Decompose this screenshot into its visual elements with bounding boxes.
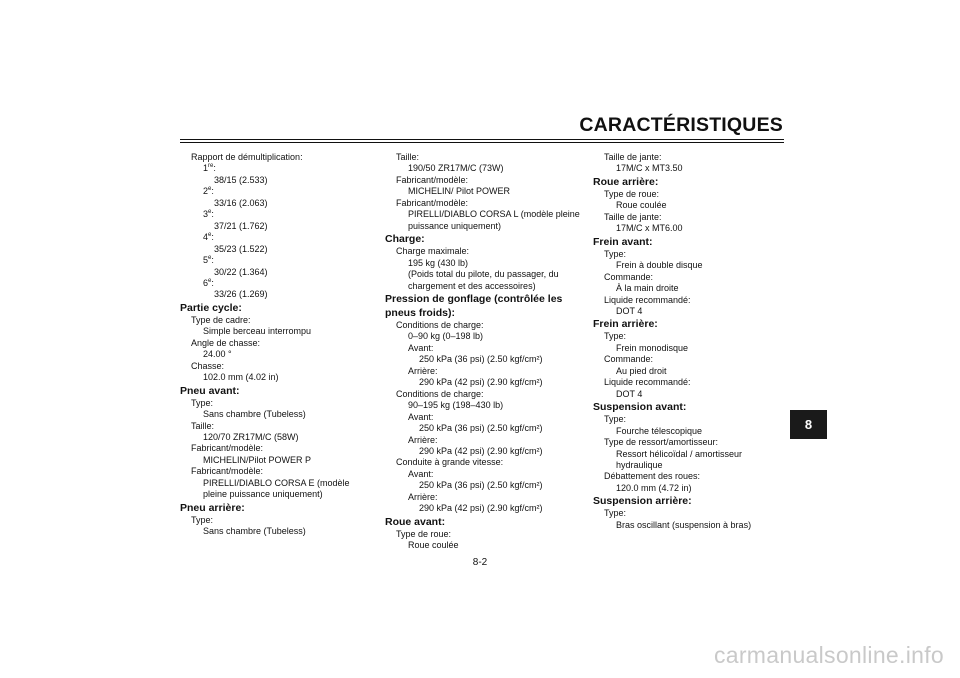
- cond3-rear-value: 290 kPa (42 psi) (2.90 kgf/cm²): [419, 503, 543, 514]
- front-susp-travel-label: Débattement des roues:: [604, 471, 701, 482]
- gear-6-label: 6e:: [203, 277, 214, 288]
- column-3: [593, 152, 788, 531]
- rear-brake-op-value: Au pied droit: [616, 365, 667, 376]
- cond3-front-label: Avant:: [408, 468, 434, 479]
- column-2: [385, 152, 590, 552]
- rear-tire-heading: Pneu arrière:: [180, 501, 245, 514]
- load-note-2: chargement et des accessoires): [408, 280, 536, 291]
- rear-tire-size-label: Taille:: [396, 152, 420, 162]
- load-note-1: (Poids total du pilote, du passager, du: [408, 269, 559, 280]
- rear-tire-type-label: Type:: [191, 514, 214, 525]
- front-tire-maker2-label: Fabricant/modèle:: [191, 466, 264, 477]
- rear-wheel-heading: Roue arrière:: [593, 175, 659, 188]
- gear-1-label: 1re:: [203, 163, 216, 174]
- gear-6-value: 33/26 (1.269): [214, 289, 268, 300]
- front-tire-maker1-value: MICHELIN/Pilot POWER P: [203, 454, 312, 465]
- front-susp-type-label: Type:: [604, 414, 627, 425]
- cond3-rear-label: Arrière:: [408, 491, 438, 502]
- rear-suspension-heading: Suspension arrière:: [593, 495, 692, 508]
- max-load-value: 195 kg (430 lb): [408, 257, 469, 268]
- front-tire-size-value: 120/70 ZR17M/C (58W): [203, 431, 299, 442]
- trail-label: Chasse:: [191, 360, 225, 371]
- load-heading: Charge:: [385, 233, 425, 246]
- trail-value: 102.0 mm (4.02 in): [203, 372, 279, 383]
- rear-wheel-type-label: Type de roue:: [604, 188, 660, 199]
- front-susp-spring-value-1: Ressort hélicoïdal / amortisseur: [616, 448, 743, 459]
- page-number: 8-2: [472, 557, 488, 568]
- cond1-label: Conditions de charge:: [396, 319, 484, 330]
- cond3-label: Conduite à grande vitesse:: [396, 457, 504, 468]
- pressure-heading-2: pneus froids):: [385, 306, 455, 319]
- rear-susp-type-label: Type:: [604, 508, 627, 519]
- cond3-front-value: 250 kPa (36 psi) (2.50 kgf/cm²): [419, 480, 543, 491]
- front-brake-heading: Frein avant:: [593, 235, 653, 248]
- page-title: CARACTÉRISTIQUES: [579, 114, 783, 136]
- cond2-label: Conditions de charge:: [396, 388, 484, 399]
- frame-value: Simple berceau interrompu: [203, 326, 312, 337]
- chassis-heading: Partie cycle:: [180, 301, 242, 314]
- front-tire-maker1-label: Fabricant/modèle:: [191, 443, 264, 454]
- front-brake-type-value: Frein à double disque: [616, 260, 703, 271]
- front-brake-op-value: À la main droite: [616, 283, 679, 294]
- cond2-rear-value: 290 kPa (42 psi) (2.90 kgf/cm²): [419, 445, 543, 456]
- front-tire-maker2-value-1: PIRELLI/DIABLO CORSA E (modèle: [203, 477, 350, 488]
- cond1-front-value: 250 kPa (36 psi) (2.50 kgf/cm²): [419, 354, 543, 365]
- caster-value: 24.00 °: [203, 349, 232, 360]
- front-susp-spring-label: Type de ressort/amortisseur:: [604, 437, 719, 448]
- cond2-value: 90–195 kg (198–430 lb): [408, 400, 504, 411]
- gear-2-label: 2e:: [203, 186, 214, 197]
- front-brake-fluid-value: DOT 4: [616, 305, 643, 316]
- caster-label: Angle de chasse:: [191, 337, 261, 348]
- gear-3-value: 37/21 (1.762): [214, 220, 268, 231]
- front-rim-label: Taille de jante:: [604, 152, 662, 162]
- frame-label: Type de cadre:: [191, 314, 251, 325]
- chapter-tab[interactable]: 8: [790, 410, 827, 439]
- front-wheel-heading: Roue avant:: [385, 515, 446, 528]
- front-wheel-type-label: Type de roue:: [396, 528, 452, 539]
- front-brake-op-label: Commande:: [604, 271, 654, 282]
- rear-tire-maker2-value-2: puissance uniquement): [408, 220, 502, 231]
- rear-tire-maker1-label: Fabricant/modèle:: [396, 174, 469, 185]
- cond1-value: 0–90 kg (0–198 lb): [408, 331, 484, 342]
- front-tire-type-label: Type:: [191, 397, 214, 408]
- gear-5-value: 30/22 (1.364): [214, 266, 268, 277]
- front-wheel-type-value: Roue coulée: [408, 540, 459, 551]
- title-rule-top: [180, 139, 784, 140]
- rear-rim-label: Taille de jante:: [604, 211, 662, 222]
- rear-brake-fluid-value: DOT 4: [616, 388, 643, 399]
- rear-tire-size-value: 190/50 ZR17M/C (73W): [408, 163, 504, 174]
- rear-brake-heading: Frein arrière:: [593, 318, 658, 331]
- front-susp-travel-value: 120.0 mm (4.72 in): [616, 482, 692, 493]
- gear-3-label: 3e:: [203, 209, 214, 220]
- max-load-label: Charge maximale:: [396, 246, 470, 257]
- rear-tire-maker2-label: Fabricant/modèle:: [396, 197, 469, 208]
- column-1: [180, 152, 378, 538]
- title-rule-bottom: [180, 142, 784, 143]
- rear-susp-type-value: Bras oscillant (suspension à bras): [616, 519, 752, 530]
- cond1-rear-label: Arrière:: [408, 365, 438, 376]
- front-tire-size-label: Taille:: [191, 420, 215, 431]
- rear-brake-type-label: Type:: [604, 331, 627, 342]
- gear-2-value: 33/16 (2.063): [214, 197, 268, 208]
- rear-brake-op-label: Commande:: [604, 354, 654, 365]
- front-suspension-heading: Suspension avant:: [593, 401, 687, 414]
- pressure-heading-1: Pression de gonflage (contrôlée les: [385, 292, 563, 305]
- cond1-front-label: Avant:: [408, 342, 434, 353]
- front-tire-heading: Pneu avant:: [180, 384, 240, 397]
- rear-tire-maker1-value: MICHELIN/ Pilot POWER: [408, 186, 511, 197]
- gear-5-label: 5e:: [203, 255, 214, 266]
- rear-tire-type-value: Sans chambre (Tubeless): [203, 526, 306, 537]
- gear-1-value: 38/15 (2.533): [214, 174, 268, 185]
- cond2-front-value: 250 kPa (36 psi) (2.50 kgf/cm²): [419, 423, 543, 434]
- cond2-rear-label: Arrière:: [408, 434, 438, 445]
- rear-tire-maker2-value-1: PIRELLI/DIABLO CORSA L (modèle pleine: [408, 209, 580, 220]
- front-susp-type-value: Fourche télescopique: [616, 425, 703, 436]
- cond1-rear-value: 290 kPa (42 psi) (2.90 kgf/cm²): [419, 377, 543, 388]
- front-brake-fluid-label: Liquide recommandé:: [604, 294, 691, 305]
- front-rim-value: 17M/C x MT3.50: [616, 163, 683, 174]
- rear-brake-fluid-label: Liquide recommandé:: [604, 377, 691, 388]
- rear-wheel-type-value: Roue coulée: [616, 200, 667, 211]
- front-susp-spring-value-2: hydraulique: [616, 459, 663, 470]
- gear-4-value: 35/23 (1.522): [214, 243, 268, 254]
- cond2-front-label: Avant:: [408, 411, 434, 422]
- front-tire-maker2-value-2: pleine puissance uniquement): [203, 489, 323, 500]
- front-brake-type-label: Type:: [604, 248, 627, 259]
- gear-ratio-heading: Rapport de démultiplication:: [191, 152, 303, 162]
- gear-4-label: 4e:: [203, 232, 214, 243]
- rear-brake-type-value: Frein monodisque: [616, 342, 689, 353]
- rear-rim-value: 17M/C x MT6.00: [616, 223, 683, 234]
- watermark: carmanualsonline.info: [713, 642, 944, 668]
- front-tire-type-value: Sans chambre (Tubeless): [203, 409, 306, 420]
